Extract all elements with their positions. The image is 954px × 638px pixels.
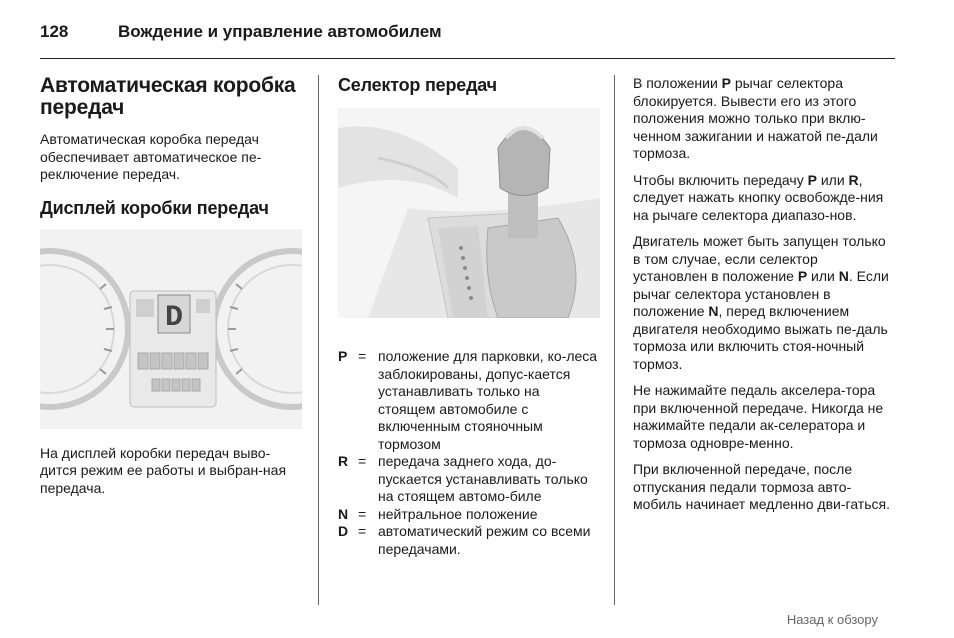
column-divider xyxy=(318,75,319,605)
section-heading: Автоматическая коробка передач xyxy=(40,74,296,119)
definition-row xyxy=(338,506,600,524)
column-divider xyxy=(614,75,615,605)
paragraph-accelerator-warning: Не нажимайте педаль акселера-тора при включенной передаче. Никогда не нажимайте педали ак-селератора и тормоза одновре-менно. xyxy=(633,382,884,451)
back-to-overview-link[interactable]: Назад к обзору xyxy=(786,612,878,627)
transmission-display-illustration xyxy=(40,229,302,429)
gear-description: передача заднего хода, до-пускается устанавливать только на стоящем автомо-биле xyxy=(378,453,588,504)
gear-key: R xyxy=(338,453,349,469)
paragraph-park-lock: В положении P рычаг селектора блокируется. Вывести его из этого положения можно только при вклю-ченном зажигании и нажатой пе-дали тормоза. xyxy=(633,75,878,161)
gear-description: автоматический режим со всеми передачами. xyxy=(378,523,591,557)
chapter-title: Вождение и управление автомобилем xyxy=(118,22,442,41)
instrument-cluster-drawing xyxy=(40,229,302,429)
equals-sign: = xyxy=(358,505,367,522)
gear-key: D xyxy=(338,523,349,539)
gear-selector-illustration xyxy=(338,108,600,318)
column-right xyxy=(633,75,895,523)
equals-sign: = xyxy=(358,453,367,469)
definition-row xyxy=(338,523,600,558)
definition-row xyxy=(338,348,600,453)
intro-paragraph: Автоматическая коробка передач обеспечивает автоматическое пе-реключение передач. xyxy=(40,131,262,182)
gear-definitions xyxy=(338,348,600,558)
equals-sign: = xyxy=(358,523,367,539)
paragraph-creep: При включенной передаче, после отпускания педали тормоза авто-мобиль начинает медленно дви-гаться. xyxy=(633,461,890,512)
column-left xyxy=(40,75,302,505)
page-header xyxy=(40,22,895,59)
selector-heading: Селектор передач xyxy=(338,75,497,95)
gear-key: N xyxy=(338,505,349,522)
gear-key: P xyxy=(338,348,348,364)
definition-row xyxy=(338,453,600,506)
paragraph-engine-start: Двигатель может быть запущен только в том случае, если селектор установлен в положение P или N. Если рычаг селектора установлен в положение N, перед включением двигателя необходимо выжать пе-даль тормоза или включить стоя-ночный тормоз. xyxy=(633,233,889,372)
display-caption: На дисплей коробки передач выво-дится режим ее работы и выбран-ная передача. xyxy=(40,444,287,496)
page-number: 128 xyxy=(40,22,69,41)
equals-sign: = xyxy=(358,348,367,364)
paragraph-release-button: Чтобы включить передачу P или R, следует нажать кнопку освобожде-ния на рычаге селектора диапазо-нов. xyxy=(633,171,884,223)
gear-description: нейтральное положение xyxy=(378,505,538,522)
gear-lever-drawing xyxy=(338,108,600,318)
column-middle xyxy=(338,75,600,558)
gear-description: положение для парковки, ко-леса заблокированы, допус-кается устанавливать только на стоящем автомобиле с включенным стояночным тормозом xyxy=(378,348,598,452)
display-subheading: Дисплей коробки передач xyxy=(40,197,269,218)
display-gear-indicator: D xyxy=(164,300,184,335)
